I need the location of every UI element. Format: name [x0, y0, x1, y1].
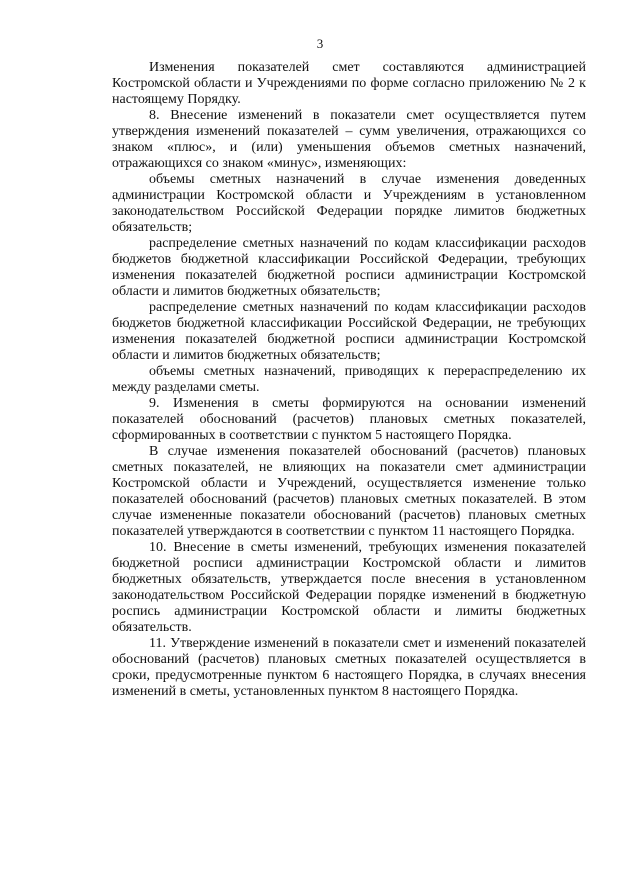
paragraph-item-9: 9. Изменения в сметы формируются на основании изменений показателей обоснований (расчетов) плановых сметных показателей, сформированных в соответствии с пунктом 5 настоящего Порядка. — [112, 396, 586, 443]
paragraph-item-9-case: В случае изменения показателей обоснований (расчетов) плановых сметных показателей, не влияющих на показатели смет администрации Костромской области и Учреждений, осуществляется изменение только показателей обоснований (расчетов) плановых сметных показателей. В этом случае измененные показатели обоснований (расчетов) плановых сметных показателей утверждаются в соответствии с пунктом 11 настоящего Порядка. — [112, 444, 586, 539]
document-body — [112, 60, 586, 700]
paragraph-item-10: 10. Внесение в сметы изменений, требующих изменения показателей бюджетной росписи администрации Костромской области и лимитов бюджетных обязательств, утверждается после внесения в установленном законодательством Российской Федерации порядке изменений в бюджетную роспись администрации Костромской области и лимиты бюджетных обязательств. — [112, 540, 586, 635]
paragraph-item-8-redistribution: объемы сметных назначений, приводящих к перераспределению их между разделами сметы. — [112, 364, 586, 395]
page-number: 3 — [316, 36, 324, 51]
paragraph-item-8-volumes: объемы сметных назначений в случае изменения доведенных администрации Костромской области и Учреждениям в установленном законодательством Российской Федерации порядке лимитов бюджетных обязательств; — [112, 172, 586, 235]
paragraph-item-8: 8. Внесение изменений в показатели смет осуществляется путем утверждения изменений показателей – сумм увеличения, отражающихся со знаком «плюс», и (или) уменьшения объемов сметных назначений, отражающихся со знаком «минус», изменяющих: — [112, 108, 586, 171]
paragraph-item-11: 11. Утверждение изменений в показатели смет и изменений показателей обоснований (расчетов) плановых сметных показателей осуществляется в сроки, предусмотренные пунктом 6 настоящего Порядка, в случаях внесения изменений в сметы, установленных пунктом 8 настоящего Порядка. — [112, 636, 586, 699]
paragraph-item-8-distribution-requiring: распределение сметных назначений по кодам классификации расходов бюджетов бюджетной классификации Российской Федерации, требующих изменения показателей бюджетной росписи администрации Костромской области и лимитов бюджетных обязательств; — [112, 236, 586, 299]
paragraph-item-8-distribution-not-requiring: распределение сметных назначений по кодам классификации расходов бюджетов бюджетной классификации Российской Федерации, не требующих изменения показателей бюджетной росписи администрации Костромской области и лимитов бюджетных обязательств; — [112, 300, 586, 363]
paragraph-changes-prepared: Изменения показателей смет составляются администрацией Костромской области и Учреждениями по форме согласно приложению № 2 к настоящему Порядку. — [112, 60, 586, 107]
